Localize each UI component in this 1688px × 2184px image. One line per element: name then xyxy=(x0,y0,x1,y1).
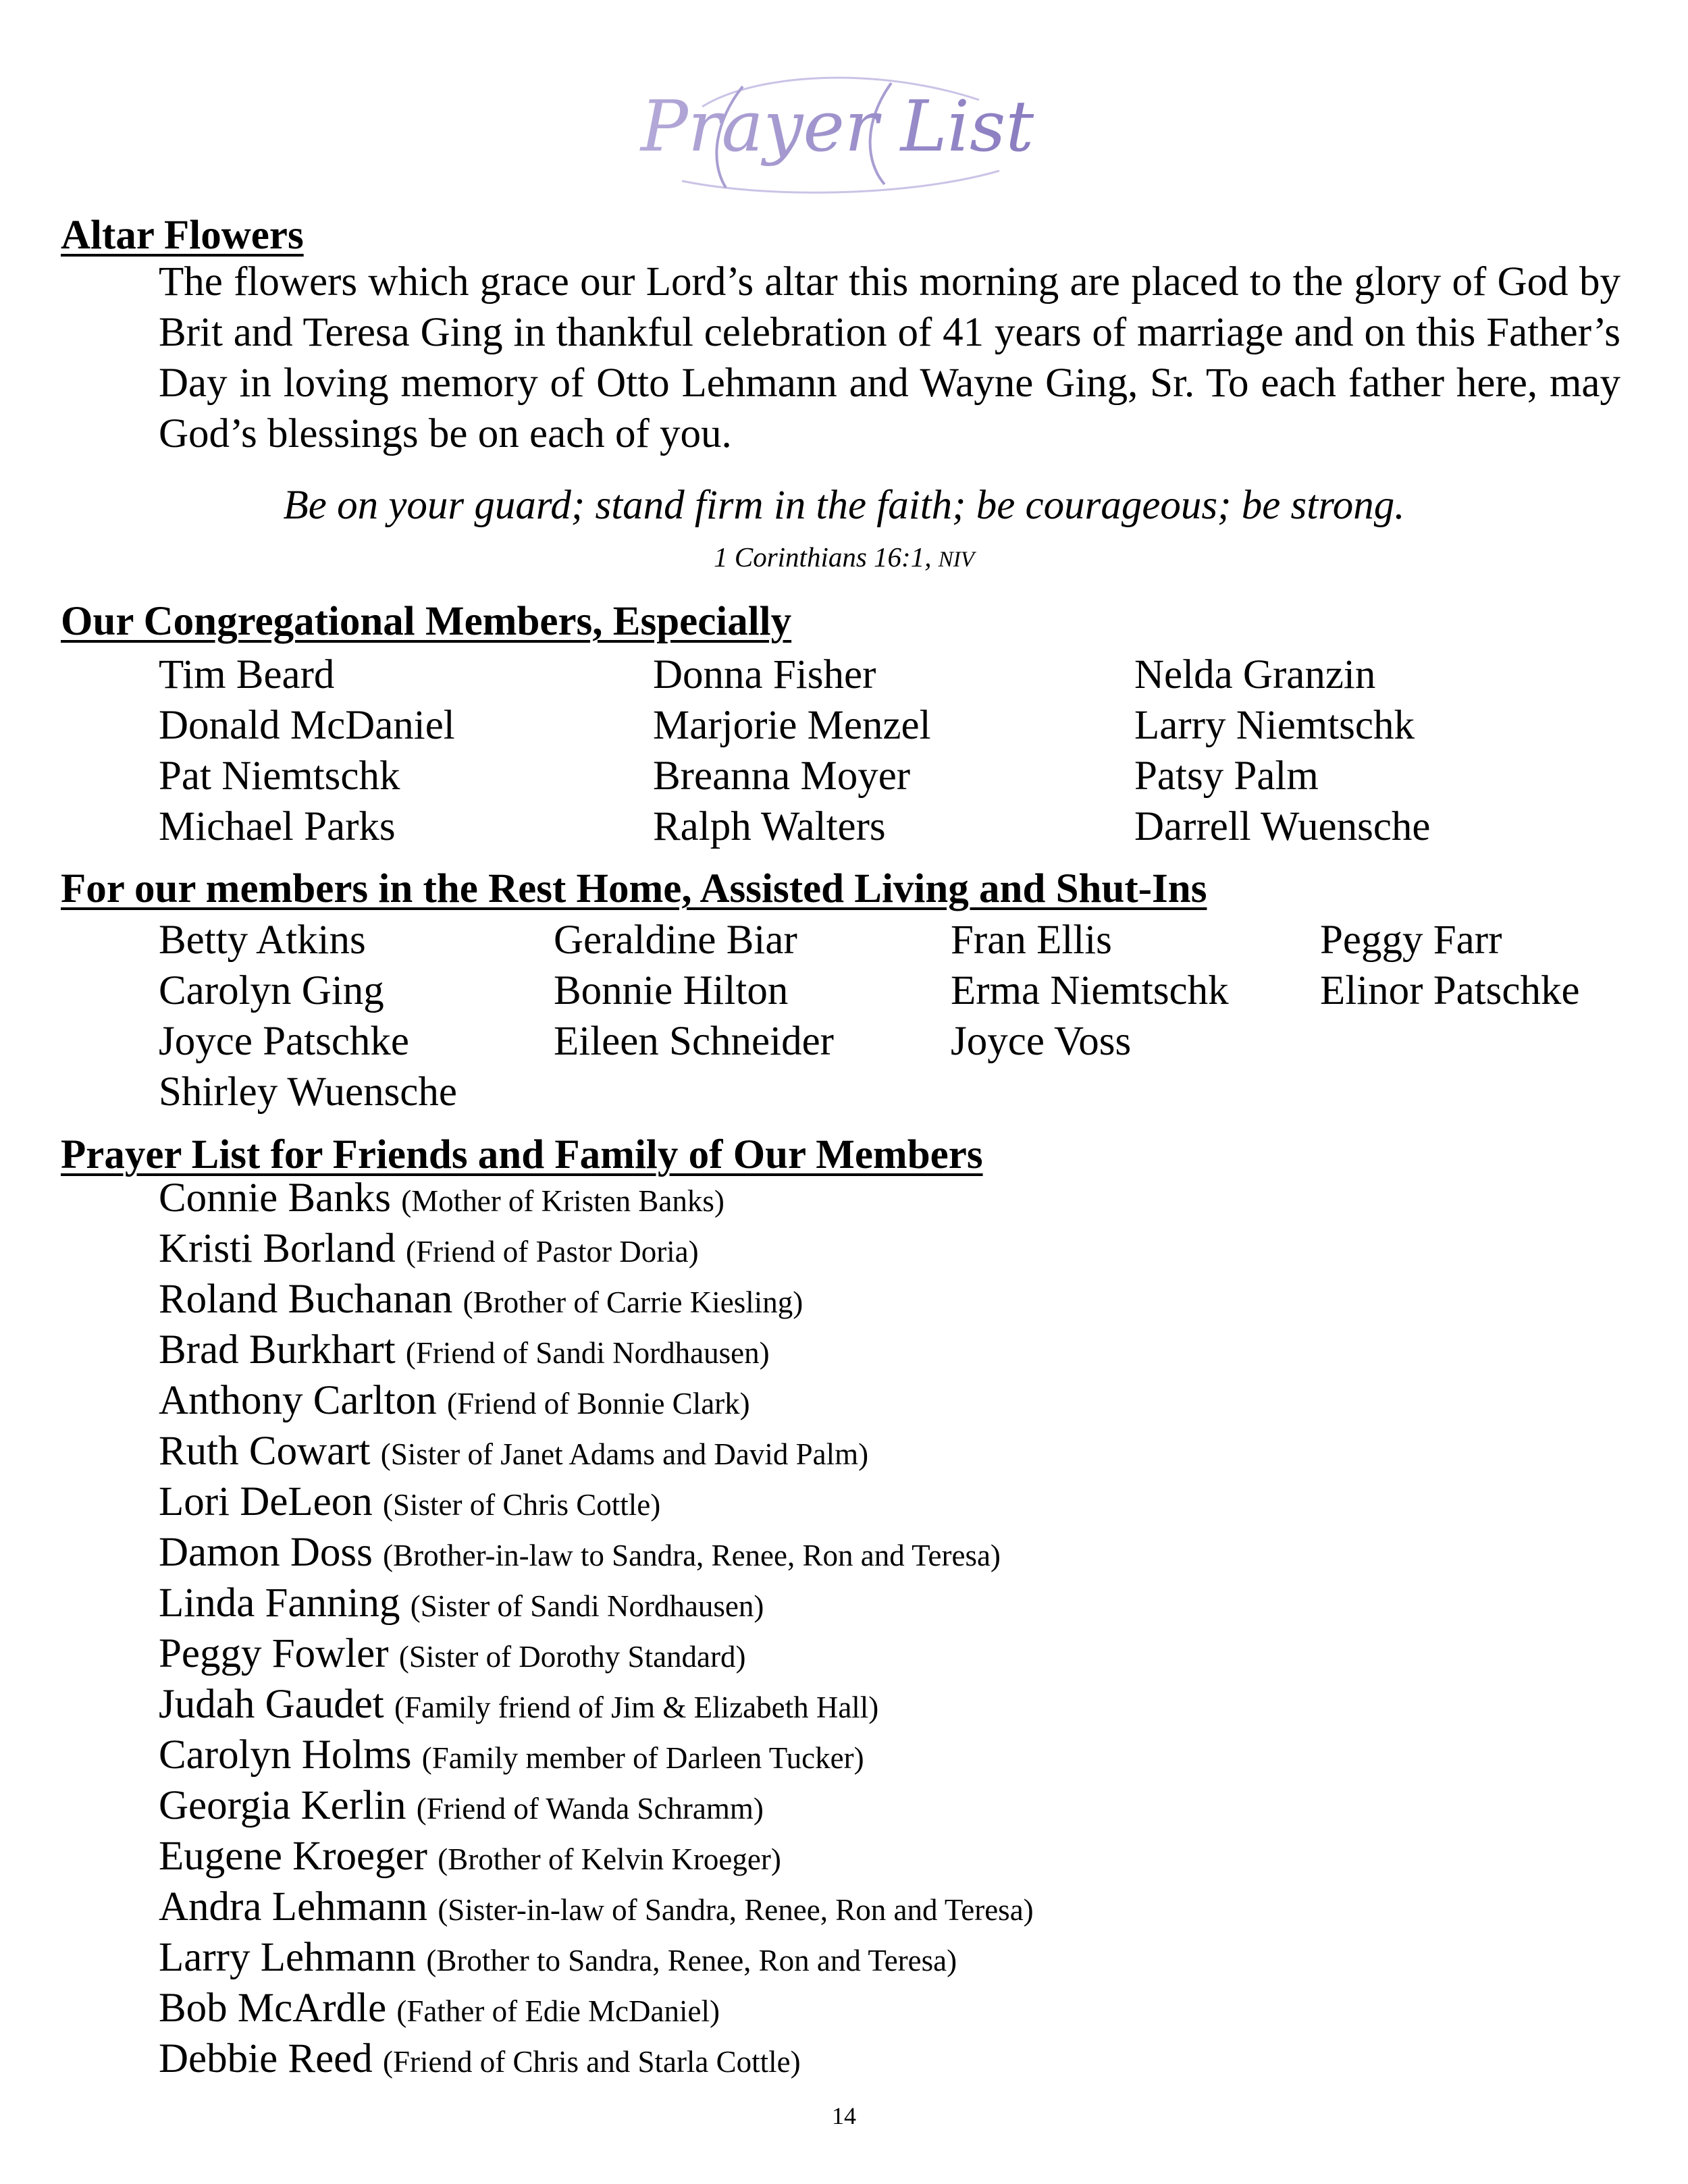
friend-name: Carolyn Holms xyxy=(159,1732,412,1778)
friend-name: Damon Doss xyxy=(159,1530,373,1575)
rest-home-heading: For our members in the Rest Home, Assisted Living and Shut-Ins xyxy=(61,866,1207,911)
rest-home-member-name: Geraldine Biar xyxy=(554,917,797,963)
member-name: Marjorie Menzel xyxy=(653,703,931,748)
member-name: Tim Beard xyxy=(159,652,335,697)
friend-name: Andra Lehmann xyxy=(159,1884,428,1929)
friend-relation: (Sister of Sandi Nordhausen) xyxy=(410,1589,764,1623)
member-name: Donna Fisher xyxy=(653,652,876,697)
friend-name: Kristi Borland xyxy=(159,1226,396,1271)
friend-relation: (Friend of Sandi Nordhausen) xyxy=(405,1336,770,1370)
friend-name: Eugene Kroeger xyxy=(159,1834,427,1879)
friend-relation: (Brother of Carrie Kiesling) xyxy=(463,1285,803,1319)
friend-name: Brad Burkhart xyxy=(159,1327,396,1373)
list-item xyxy=(159,1578,1034,1628)
friend-relation: (Friend of Pastor Doria) xyxy=(405,1235,699,1269)
altar-flowers-text: The flowers which grace our Lord’s altar this morning are placed to the glory of God by Brit and Teresa Ging in thankful celebration of 41 years of marriage and on this Father’s Day in loving memory of Otto Lehmann and Wayne Ging, Sr. To each father here, may God’s blessings be on each of you. xyxy=(159,259,1620,456)
list-item xyxy=(159,1679,1034,1730)
friend-name: Anthony Carlton xyxy=(159,1378,437,1423)
list-item xyxy=(159,1375,1034,1426)
friend-name: Connie Banks xyxy=(159,1175,391,1221)
friends-heading: Prayer List for Friends and Family of Our Members xyxy=(61,1132,983,1177)
friend-name: Judah Gaudet xyxy=(159,1682,384,1727)
list-item xyxy=(159,1426,1034,1476)
list-item xyxy=(159,1983,1034,2033)
rest-home-member-name: Joyce Patschke xyxy=(159,1019,409,1064)
friend-relation: (Brother to Sandra, Renee, Ron and Teresa) xyxy=(426,1944,957,1977)
list-item xyxy=(159,1882,1034,1932)
friend-relation: (Brother of Kelvin Kroeger) xyxy=(438,1842,781,1876)
friend-name: Larry Lehmann xyxy=(159,1935,417,1980)
friend-relation: (Brother-in-law to Sandra, Renee, Ron and Teresa) xyxy=(383,1539,1001,1572)
logo-text: Prayer List xyxy=(640,85,1034,167)
rest-home-member-name: Bonnie Hilton xyxy=(554,968,789,1013)
list-item xyxy=(159,1730,1034,1780)
friend-name: Bob McArdle xyxy=(159,1986,387,2031)
friend-name: Lori DeLeon xyxy=(159,1479,373,1524)
member-name: Nelda Granzin xyxy=(1134,652,1376,697)
list-item xyxy=(159,1274,1034,1325)
altar-flowers-heading: Altar Flowers xyxy=(61,213,304,258)
member-name: Patsy Palm xyxy=(1134,753,1319,799)
member-name: Pat Niemtschk xyxy=(159,753,400,799)
member-name: Darrell Wuensche xyxy=(1134,804,1431,849)
list-item xyxy=(159,1527,1034,1578)
friend-name: Georgia Kerlin xyxy=(159,1783,406,1828)
rest-home-member-name: Elinor Patschke xyxy=(1320,968,1580,1013)
friend-name: Peggy Fowler xyxy=(159,1631,389,1676)
friend-name: Linda Fanning xyxy=(159,1580,400,1626)
list-item xyxy=(159,1831,1034,1882)
member-name: Breanna Moyer xyxy=(653,753,911,799)
friend-relation: (Friend of Chris and Starla Cottle) xyxy=(383,2045,801,2079)
friend-relation: (Sister of Dorothy Standard) xyxy=(398,1640,746,1674)
friend-name: Ruth Cowart xyxy=(159,1429,371,1474)
friend-relation: (Family friend of Jim & Elizabeth Hall) xyxy=(394,1690,879,1724)
friend-name: Debbie Reed xyxy=(159,2036,373,2081)
rest-home-member-name: Joyce Voss xyxy=(951,1019,1132,1064)
friend-relation: (Sister of Janet Adams and David Palm) xyxy=(380,1437,869,1471)
list-item xyxy=(159,1223,1034,1274)
member-name: Ralph Walters xyxy=(653,804,886,849)
prayer-list-logo-image xyxy=(640,59,1034,205)
friend-relation: (Father of Edie McDaniel) xyxy=(396,1994,720,2028)
members-heading: Our Congregational Members, Especially xyxy=(61,599,792,644)
scripture-verse: Be on your guard; stand firm in the faith; be courageous; be strong. xyxy=(283,483,1405,528)
rest-home-member-name: Betty Atkins xyxy=(159,917,366,963)
rest-home-member-name: Fran Ellis xyxy=(951,917,1112,963)
scripture-version: NIV xyxy=(938,548,974,572)
friends-list xyxy=(159,1173,1034,2084)
rest-home-member-name: Shirley Wuensche xyxy=(159,1069,457,1115)
rest-home-member-name: Eileen Schneider xyxy=(554,1019,834,1064)
page-number: 14 xyxy=(832,2102,856,2129)
rest-home-member-name: Carolyn Ging xyxy=(159,968,384,1013)
friend-relation: (Friend of Bonnie Clark) xyxy=(446,1387,750,1420)
friend-relation: (Mother of Kristen Banks) xyxy=(401,1184,724,1218)
prayer-list-logo xyxy=(640,59,1034,205)
list-item xyxy=(159,1476,1034,1527)
member-name: Larry Niemtschk xyxy=(1134,703,1415,748)
list-item xyxy=(159,1628,1034,1679)
list-item xyxy=(159,1780,1034,1831)
rest-home-member-name: Peggy Farr xyxy=(1320,917,1502,963)
list-item xyxy=(159,1325,1034,1375)
list-item xyxy=(159,1932,1034,1983)
scripture-citation: 1 Corinthians 16:1, xyxy=(714,541,932,572)
scripture-reference xyxy=(0,543,1688,571)
member-name: Michael Parks xyxy=(159,804,396,849)
friend-relation: (Family member of Darleen Tucker) xyxy=(421,1741,864,1775)
list-item xyxy=(159,1173,1034,1223)
rest-home-member-name: Erma Niemtschk xyxy=(951,968,1229,1013)
friend-name: Roland Buchanan xyxy=(159,1277,453,1322)
friend-relation: (Sister of Chris Cottle) xyxy=(383,1488,661,1522)
friend-relation: (Sister-in-law of Sandra, Renee, Ron and Teresa) xyxy=(438,1893,1034,1927)
member-name: Donald McDaniel xyxy=(159,703,455,748)
list-item xyxy=(159,2033,1034,2084)
friend-relation: (Friend of Wanda Schramm) xyxy=(416,1792,764,1826)
